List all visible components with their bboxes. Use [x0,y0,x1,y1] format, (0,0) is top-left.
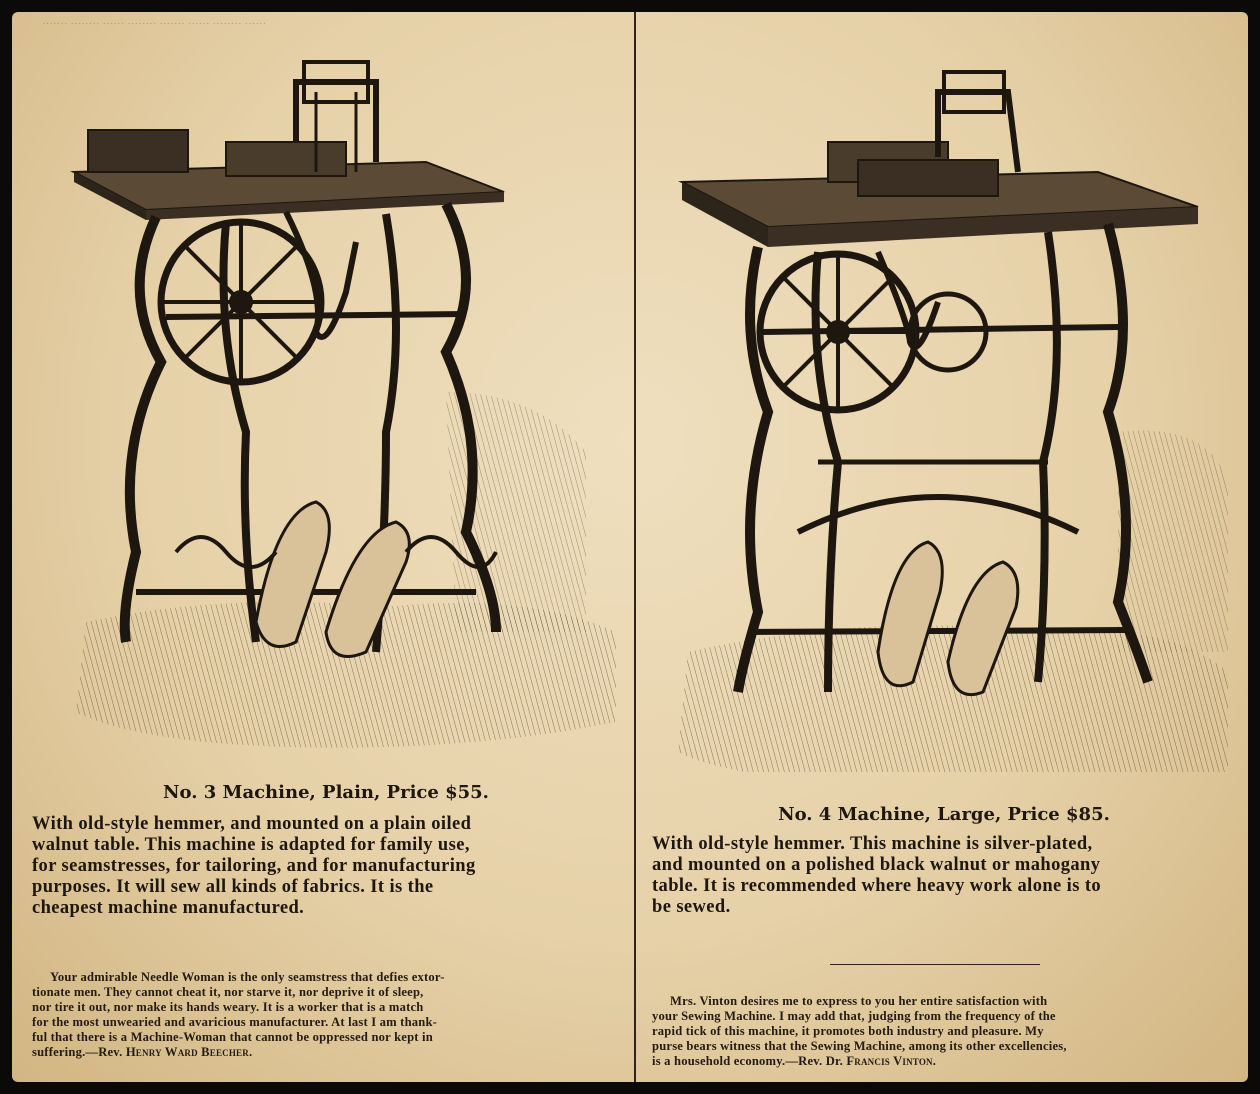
testimonial-line: for the most unwearied and avaricious manufacturer. At last I am thank- [32,1015,438,1029]
testimonial-line: Your admirable Needle Woman is the only seamstress that defies extor- [50,970,445,984]
testimonial-line: ful that there is a Machine-Woman that cannot be oppressed nor kept in [32,1030,433,1044]
beecher-testimonial [32,970,618,1060]
testimonial-line: suffering.—Rev. [32,1045,123,1059]
testimonial-line: rapid tick of this machine, it promotes both industry and pleasure. My [652,1024,1044,1038]
testimonial-line: nor tire it out, nor make its hands weary. It is a worker that is a match [32,1000,424,1014]
no3-description-line: purposes. It will sew all kinds of fabrics. It is the [32,877,434,897]
testimonial-line: is a household economy.—Rev. Dr. [652,1054,844,1068]
no3-description-line: walnut table. This machine is adapted for family use, [32,835,470,855]
no3-description-line: for seamstresses, for tailoring, and for manufacturing [32,856,476,876]
no3-description-line: cheapest machine manufactured. [32,898,305,918]
no4-description [652,834,1236,918]
no3-machine-engraving [26,32,626,772]
no4-machine-engraving [648,32,1240,772]
no4-description-line: table. It is recommended where heavy work alone is to [652,876,1102,896]
bleed-through-text: ······· ········ ······ ········ ······· ······ ········ ······ [42,18,267,30]
no3-description [32,814,620,919]
newspaper-page [12,12,1248,1082]
column-divider [634,12,636,1082]
no4-caption: No. 4 Machine, Large, Price $85. [778,804,1110,825]
testimonial-signature-line [32,1045,618,1060]
testimonial-author: Henry Ward Beecher. [125,1045,253,1059]
no3-description-line: With old-style hemmer, and mounted on a plain oiled [32,814,472,834]
no4-description-line: and mounted on a polished black walnut or mahogany [652,855,1101,875]
left-column [26,12,626,1082]
no4-description-line: be sewed. [652,897,731,917]
no3-caption: No. 3 Machine, Plain, Price $55. [163,782,489,803]
section-rule [830,964,1040,965]
testimonial-signature-line [652,1054,1236,1069]
testimonial-line: your Sewing Machine. I may add that, judging from the frequency of the [652,1009,1056,1023]
vinton-testimonial [652,994,1236,1069]
testimonial-line: purse bears witness that the Sewing Machine, among its other excellencies, [652,1039,1067,1053]
testimonial-author: Francis Vinton. [846,1054,937,1068]
testimonial-line: tionate men. They cannot cheat it, nor starve it, nor deprive it of sleep, [32,985,424,999]
right-column [648,12,1240,1082]
testimonial-line: Mrs. Vinton desires me to express to you her entire satisfaction with [670,994,1048,1008]
no4-description-line: With old-style hemmer. This machine is silver-plated, [652,834,1093,854]
